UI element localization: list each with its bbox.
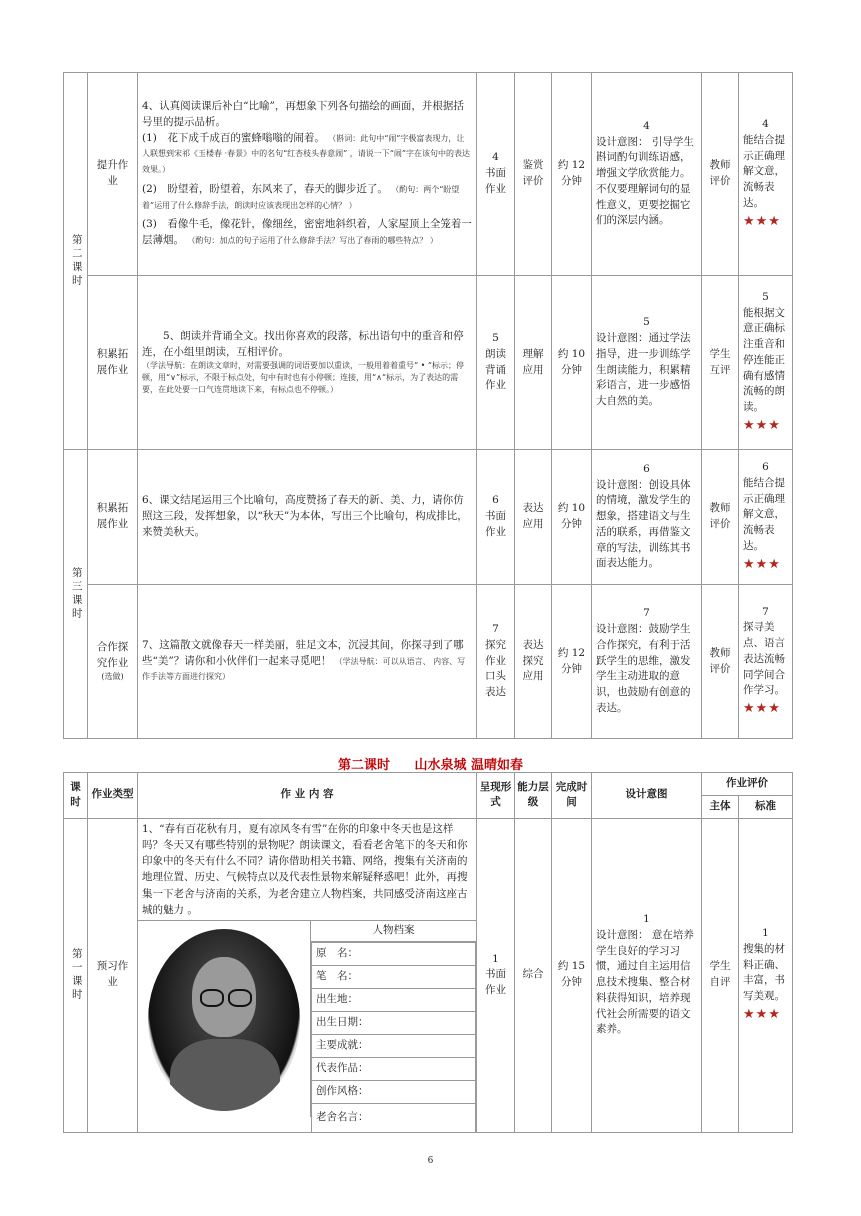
lesson-cell <box>64 450 88 739</box>
intent-number: 4 <box>643 119 650 132</box>
intent-number: 7 <box>643 607 650 620</box>
intent-number: 5 <box>643 316 650 329</box>
content-main: 4、认真阅读课后补白“比喻”，再想象下列各句描绘的画面，并根据括号里的提示品析。 <box>142 100 464 128</box>
record-field: 笔 名： <box>312 965 476 988</box>
std-text: 搜集的材料正确、丰富，书写美观。 <box>743 942 785 1003</box>
content-main: 5、朗读并背诵全文。找出你喜欢的段落，标出语句中的重音和停连，在小组里朗读，互相评价。 <box>142 329 464 358</box>
record-field: 创作风格： <box>312 1080 476 1103</box>
record-area <box>138 921 476 1132</box>
level-cell: 鉴赏评价 <box>515 73 552 276</box>
std-number: 1 <box>762 927 769 940</box>
header-time: 完成时间 <box>552 773 592 819</box>
level-cell: 表达探究应用 <box>515 585 552 739</box>
header-std: 标准 <box>739 795 793 818</box>
lower-homework-table <box>63 772 793 1133</box>
lesson-cell <box>64 818 88 1132</box>
intent-text: 设计意图：鼓励学生合作探究，有利于活跃学生的思维，激发学生主动进取的意识，也鼓励有创意的表达。 <box>596 623 691 714</box>
intent-text: 设计意图： 意在培养学生良好的学习习惯，通过自主运用信息技术搜集、整合材料获得知识，培养现代社会所需要的语文素养。 <box>596 928 694 1036</box>
content-main: 7、这篇散文就像春天一样美丽，驻足文本，沉浸其间，你探寻到了哪些“美”？请你和小伙伴们一起来寻觅吧！ <box>142 638 464 667</box>
subject-cell: 教师评价 <box>702 73 739 276</box>
std-cell <box>739 585 793 739</box>
item-note: （酌句：加点的句子运用了什么修辞手法？写出了春雨的哪些特点？ ） <box>187 236 438 246</box>
table-row <box>64 818 793 1132</box>
content-note: （学法导航：可以从语言、 内容、写作手法等方面进行探究） <box>142 656 466 682</box>
lesson-label: 第一课时 <box>70 948 83 1003</box>
item-1 <box>142 131 472 178</box>
intent-number: 6 <box>643 462 650 475</box>
level-cell: 综合 <box>515 818 552 1132</box>
type-note: (选做) <box>101 672 124 682</box>
time-cell: 约 10 分钟 <box>552 276 592 450</box>
header-content: 作 业 内 容 <box>138 773 477 819</box>
rating-stars: ★★★ <box>743 1006 781 1022</box>
page-number: 6 <box>427 1156 434 1166</box>
record-form <box>311 921 476 1132</box>
item-2 <box>142 182 472 214</box>
record-field: 代表作品： <box>312 1057 476 1080</box>
table-row <box>64 585 793 739</box>
form-text: 书面作业 <box>485 510 506 538</box>
subject-cell: 学生自评 <box>702 818 739 1132</box>
rating-stars: ★★★ <box>743 556 781 572</box>
level-cell: 理解应用 <box>515 276 552 450</box>
form-number: 7 <box>492 623 499 636</box>
form-number: 5 <box>492 332 499 344</box>
std-cell <box>739 450 793 585</box>
content-main: 1、“春有百花秋有月，夏有凉风冬有雪”在你的印象中冬天也是这样吗？冬天又有哪些特别的景物呢？朗读课文，看看老舍笔下的冬天和你印象中的冬天有什么不同？请你借助相关书籍、网络，搜集有关济南的地理位置、历史、气候特点以及代表性景物来解疑释惑吧！此外，再搜集一下老舍与济南的关系，为老舍建立人物档案，共同感受济南这座古城的魅力 。 <box>138 819 476 922</box>
table-row <box>64 450 793 585</box>
lesson-label: 第三课时 <box>70 567 83 621</box>
item-note: （斟词：此句中“闹”字极富表现力，让人联想到宋祁《玉楼春 ·春景》中的名句“红杏枝头春意闹” ，请说一下“闹”字在该句中的表达效果。） <box>142 133 470 175</box>
rating-stars: ★★★ <box>743 701 781 716</box>
time-cell: 约 12 分钟 <box>552 585 592 739</box>
form-text: 书面作业 <box>485 167 506 195</box>
table-row <box>64 276 793 450</box>
std-number: 6 <box>762 461 769 473</box>
section-title <box>0 754 861 773</box>
item-note: （酌句：两个“盼望着”运用了什么修辞手法，朗读时应该表现出怎样的心情？ ） <box>142 184 460 210</box>
subject-cell: 教师评价 <box>702 585 739 739</box>
form-cell <box>477 73 515 276</box>
std-cell <box>739 276 793 450</box>
std-cell <box>739 73 793 276</box>
form-text: 探究作业口头表达 <box>485 638 506 699</box>
header-lesson: 课时 <box>64 773 88 819</box>
record-title: 人物档案 <box>311 921 476 942</box>
content-cell <box>138 73 477 276</box>
form-cell <box>477 585 515 739</box>
item-text: (3) 看像牛毛，像花针，像细丝，密密地斜织着，人家屋顶上全笼着一层薄烟。 <box>142 218 472 247</box>
form-number: 6 <box>492 494 499 507</box>
std-text: 能结合提示正确理解文意，流畅表达。 <box>743 476 785 552</box>
record-field: 出生日期： <box>312 1011 476 1034</box>
portrait-image <box>148 929 300 1111</box>
rating-stars: ★★★ <box>743 213 781 229</box>
time-cell: 约 12 分钟 <box>552 73 592 276</box>
intent-cell <box>592 73 702 276</box>
intent-cell <box>592 450 702 585</box>
item-text: (1) 花下成千成百的蜜蜂嗡嗡的闹着。 <box>142 131 325 144</box>
intent-text: 设计意图：创设具体的情境，激发学生的想象，搭建语文与生活的联系，再借鉴文章的写法，训练其书面表达能力。 <box>596 478 691 570</box>
intent-text: 设计意图： 引导学生斟词酌句训练语感，增强文学欣赏能力。不仅要理解词句的显性意义，更要挖掘它们的深层内涵。 <box>596 135 694 227</box>
type-cell: 预习作业 <box>88 818 138 1132</box>
upper-homework-table <box>63 72 793 739</box>
intent-cell <box>592 585 702 739</box>
item-text: (2) 盼望着，盼望着，东风来了，春天的脚步近了。 <box>142 182 388 195</box>
record-field: 老舍名言： <box>312 1103 476 1132</box>
time-cell: 约 15 分钟 <box>552 818 592 1132</box>
content-cell <box>138 276 477 450</box>
record-field: 主要成就： <box>312 1034 476 1057</box>
record-field: 原 名： <box>312 942 476 965</box>
header-intent: 设计意图 <box>592 773 702 819</box>
intent-number: 1 <box>643 913 650 926</box>
header-row <box>64 773 793 796</box>
intent-cell <box>592 818 702 1132</box>
form-number: 4 <box>492 151 499 164</box>
record-field: 出生地： <box>312 988 476 1011</box>
subject-cell: 学生互评 <box>702 276 739 450</box>
form-text: 朗读背诵作业 <box>485 347 506 392</box>
std-text: 能结合提示正确理解文意，流畅表达。 <box>743 133 785 209</box>
intent-text: 设计意图：通过学法指导，进一步训练学生朗读能力，积累精彩语言，进一步感悟大自然的美。 <box>596 332 691 407</box>
lesson-label: 第二课时 <box>70 234 83 288</box>
std-number: 4 <box>762 118 769 130</box>
std-number: 5 <box>762 290 769 303</box>
lesson-cell <box>64 73 88 450</box>
portrait-photo <box>138 921 311 1117</box>
section-title-theme: 山水泉城 温晴如春 <box>414 758 524 773</box>
header-level: 能力层级 <box>515 773 552 819</box>
time-cell: 约 10 分钟 <box>552 450 592 585</box>
record-fields <box>311 942 476 1132</box>
type-cell: 积累拓展作业 <box>88 276 138 450</box>
intent-cell <box>592 276 702 450</box>
form-number: 1 <box>492 952 499 965</box>
header-subject: 主体 <box>702 795 739 818</box>
header-type: 作业类型 <box>88 773 138 819</box>
rating-stars: ★★★ <box>743 417 781 433</box>
section-title-lesson: 第二课时 <box>337 758 390 773</box>
header-eval: 作业评价 <box>702 773 793 796</box>
header-form: 呈现形式 <box>477 773 515 819</box>
std-number: 7 <box>762 605 769 618</box>
content-note: （学法导航：在朗读文章时，对需要强调的词语要加以重读，一般用着着重号“ • ”标示；停顿，用“∨”标示，不限于标点处，句中有时也有小停顿；连接，用“∧”标示，为了表达的需要，在此处要一口气连贯地读下来，有标点也不停顿。） <box>142 361 464 395</box>
type-cell: 提升作业 <box>88 73 138 276</box>
level-cell: 表达应用 <box>515 450 552 585</box>
subject-cell: 教师评价 <box>702 450 739 585</box>
std-text: 能根据文意正确标注重音和停连能正确有感情流畅的朗读。 <box>743 306 785 413</box>
content-cell: 6、课文结尾运用三个比喻句，高度赞扬了春天的新、美、力，请你仿照这三段，发挥想象，以“秋天”为本体，写出三个比喻句，构成排比，来赞美秋天。 <box>138 450 477 585</box>
std-text: 探寻美点、语言表达流畅同学间合作学习。 <box>743 621 785 697</box>
content-cell <box>138 585 477 739</box>
form-cell <box>477 276 515 450</box>
content-cell <box>138 818 477 1132</box>
type-cell <box>88 585 138 739</box>
table-row <box>64 73 793 276</box>
std-cell <box>739 818 793 1132</box>
type-text: 合作探究作业 <box>96 640 129 669</box>
form-cell <box>477 818 515 1132</box>
form-text: 书面作业 <box>485 968 506 997</box>
form-cell <box>477 450 515 585</box>
item-3 <box>142 217 472 249</box>
type-cell: 积累拓展作业 <box>88 450 138 585</box>
